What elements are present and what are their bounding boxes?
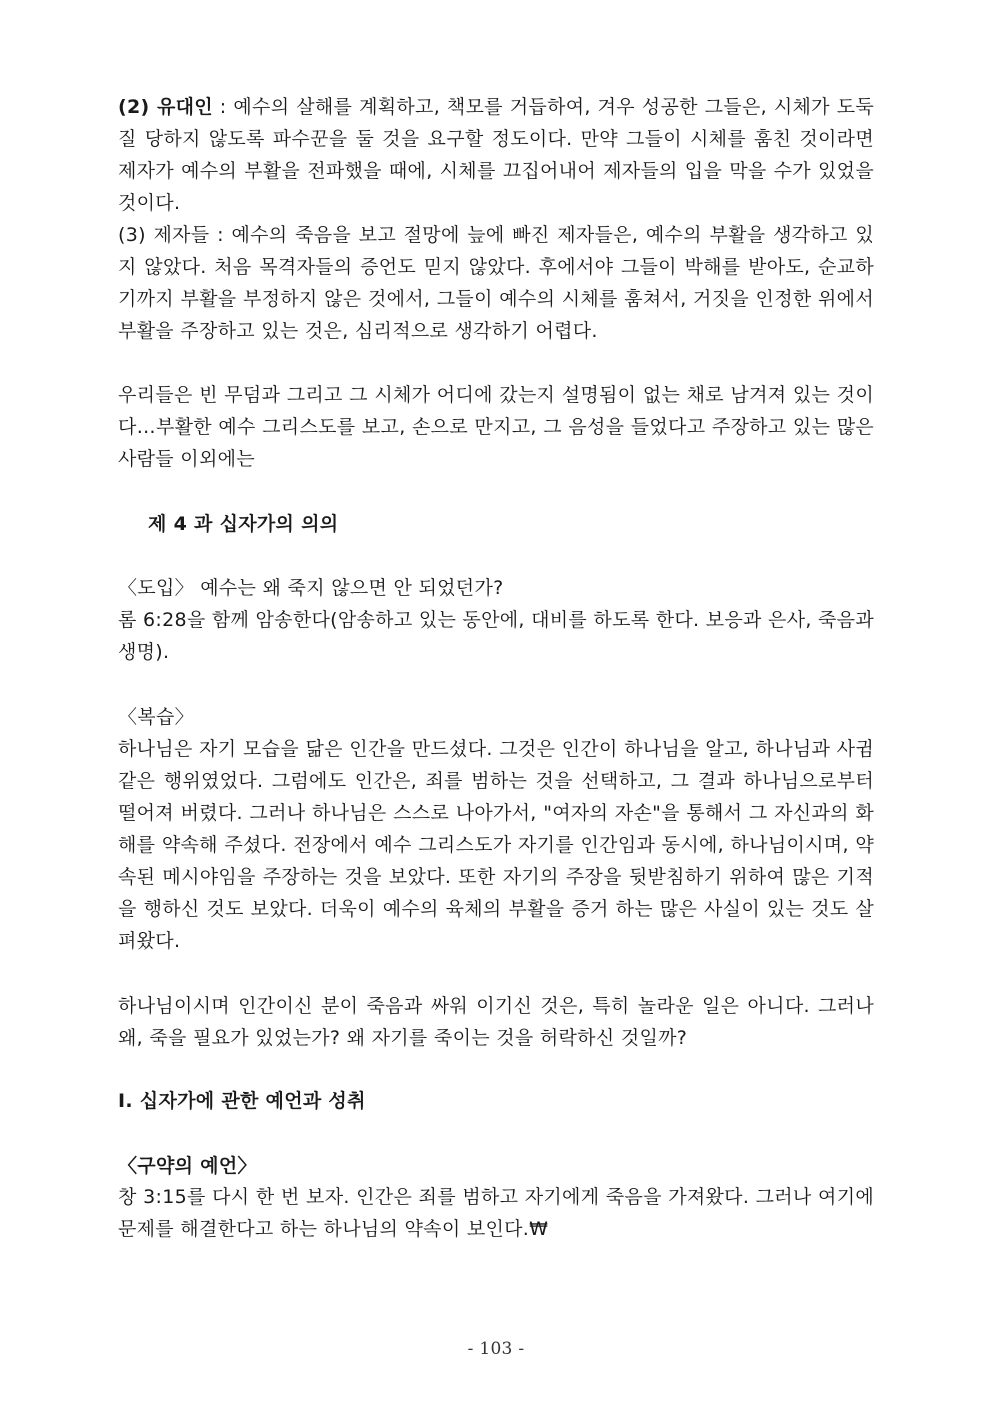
review-label: 〈복습〉	[118, 706, 194, 728]
paragraph-jews	[118, 91, 874, 219]
ot-heading: 〈구약의 예언〉	[118, 1155, 257, 1177]
paragraph-empty-tomb: 우리들은 빈 무덤과 그리고 그 시체가 어디에 갔는지 설명됨이 없는 채로 남겨져 있는 것이다…부활한 예수 그리스도를 보고, 손으로 만지고, 그 음성을 들었다고 주장하고 있는 많은 사람들 이외에는	[118, 384, 874, 470]
paragraph-genesis: 창 3:15를 다시 한 번 보자. 인간은 죄를 범하고 자기에게 죽음을 가져왔다. 그러나 여기에 문제를 해결한다고 하는 하나님의 약속이 보인다.₩	[118, 1186, 874, 1240]
paragraph-jews-text: : 예수의 살해를 계획하고, 책모를 거듭하여, 겨우 성공한 그들은, 시체가 도둑질 당하지 않도록 파수꾼을 둘 것을 요구할 정도이다. 만약 그들이 시체를 훔친 것이라면 제자가 예수의 부활을 전파했을 때에, 시체를 끄집어내어 제자들의 입을 막을 수가 있었을 것이다.	[118, 96, 874, 214]
paragraph-review: 하나님은 자기 모습을 닮은 인간을 만드셨다. 그것은 인간이 하나님을 알고, 하나님과 사귐 같은 행위였었다. 그럼에도 인간은, 죄를 범하는 것을 선택하고, 그 결과 하나님으로부터 떨어져 버렸다. 그러나 하나님은 스스로 나아가서, "여자의 자손"을 통해서 그 자신과의 화해를 약속해 주셨다. 전장에서 예수 그리스도가 자기를 인간임과 동시에, 하나님이시며, 약속된 메시야임을 주장하는 것을 보았다. 또한 자기의 주장을 뒷받침하기 위하여 많은 기적을 행하신 것도 보았다. 더욱이 예수의 육체의 부활을 증거 하는 많은 사실이 있는 것도 살펴왔다.	[118, 738, 875, 952]
paragraph-question: 하나님이시며 인간이신 분이 죽음과 싸워 이기신 것은, 특히 놀라운 일은 아니다. 그러나 왜, 죽을 필요가 있었는가? 왜 자기를 죽이는 것을 허락하신 것일까?	[118, 995, 874, 1049]
paragraph-disciples: (3) 제자들 : 예수의 죽음을 보고 절망에 늪에 빠진 제자들은, 예수의 부활을 생각하고 있지 않았다. 처음 목격자들의 증언도 믿지 않았다. 후에서야 그들이 박해를 받아도, 순교하기까지 부활을 부정하지 않은 것에서, 그들이 예수의 시체를 훔쳐서, 거짓을 인정한 위에서 부활을 주장하고 있는 것은, 심리적으로 생각하기 어렵다.	[118, 224, 874, 342]
intro-line: 〈도입〉 예수는 왜 죽지 않으면 안 되었던가?	[118, 577, 504, 599]
term-jews: (2) 유대인	[118, 96, 213, 118]
section-heading: Ⅰ. 십자가에 관한 예언과 성취	[118, 1090, 366, 1112]
paragraph-romans: 롬 6:28을 함께 암송한다(암송하고 있는 동안에, 대비를 하도록 한다. 보응과 은사, 죽음과 생명).	[118, 609, 874, 663]
lesson-title: 제 4 과 십자가의 의의	[148, 513, 339, 535]
page-number: - 103 -	[467, 1339, 525, 1359]
